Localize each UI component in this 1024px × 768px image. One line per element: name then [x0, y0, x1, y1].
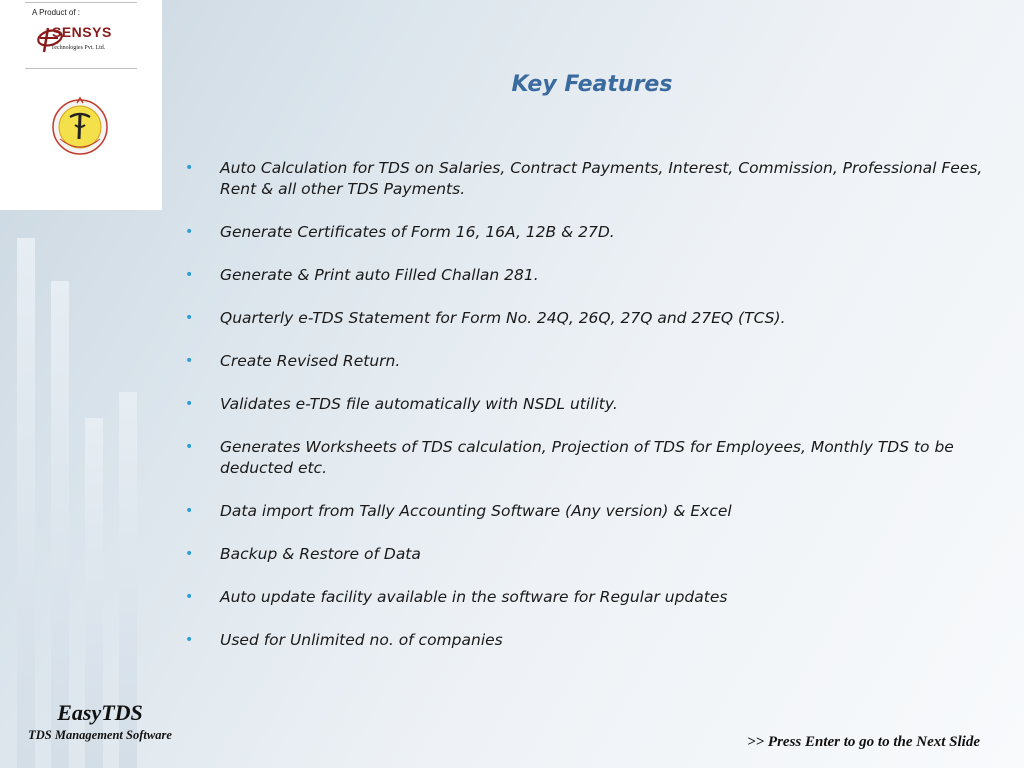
background-bar	[51, 281, 69, 768]
bullet-icon: •	[185, 310, 194, 326]
brand-subtitle: TDS Management Software	[28, 728, 172, 742]
bullet-icon: •	[185, 589, 194, 605]
bullet-icon: •	[185, 439, 194, 455]
list-item	[180, 265, 1000, 286]
list-item	[180, 587, 1000, 608]
feature-text: Quarterly e-TDS Statement for Form No. 24Q, 26Q, 27Q and 27EQ (TCS).	[220, 309, 786, 327]
divider	[25, 2, 137, 3]
feature-text: Data import from Tally Accounting Software (Any version) & Excel	[220, 502, 732, 520]
seal-logo-icon	[48, 95, 112, 155]
bullet-icon: •	[185, 396, 194, 412]
bullet-icon: •	[185, 160, 194, 176]
product-label: A Product of :	[32, 8, 81, 17]
bullet-icon: •	[185, 632, 194, 648]
list-item	[180, 308, 1000, 329]
bullet-icon: •	[185, 503, 194, 519]
bullet-icon: •	[185, 546, 194, 562]
company-subtitle: Technologies Pvt. Ltd.	[51, 45, 106, 51]
feature-text: Generate & Print auto Filled Challan 281.	[220, 266, 539, 284]
bullet-icon: •	[185, 224, 194, 240]
company-name: SENSYS	[52, 24, 112, 40]
feature-text: Generates Worksheets of TDS calculation, Projection of TDS for Employees, Monthly TDS to be deducted etc.	[220, 438, 954, 477]
divider	[25, 68, 137, 69]
bullet-icon: •	[185, 267, 194, 283]
list-item	[180, 501, 1000, 522]
list-item	[180, 544, 1000, 565]
list-item	[180, 222, 1000, 243]
list-item	[180, 437, 1000, 479]
feature-list	[180, 158, 1000, 673]
brand-footer	[0, 700, 200, 743]
bullet-icon: •	[185, 353, 194, 369]
logo-panel	[0, 0, 162, 210]
feature-text: Used for Unlimited no. of companies	[220, 631, 503, 649]
list-item	[180, 394, 1000, 415]
brand-name: EasyTDS	[57, 700, 143, 725]
list-item	[180, 630, 1000, 651]
feature-text: Validates e-TDS file automatically with NSDL utility.	[220, 395, 618, 413]
background-bar	[17, 238, 35, 768]
feature-text: Generate Certificates of Form 16, 16A, 12B & 27D.	[220, 223, 615, 241]
feature-text: Auto Calculation for TDS on Salaries, Contract Payments, Interest, Commission, Professional Fees, Rent & all other TDS Payments.	[220, 159, 983, 198]
list-item	[180, 351, 1000, 372]
feature-text: Create Revised Return.	[220, 352, 401, 370]
list-item	[180, 158, 1000, 200]
slide-title: Key Features	[511, 72, 673, 97]
next-slide-hint[interactable]: >> Press Enter to go to the Next Slide	[747, 734, 980, 750]
feature-text: Auto update facility available in the software for Regular updates	[220, 588, 728, 606]
feature-text: Backup & Restore of Data	[220, 545, 421, 563]
